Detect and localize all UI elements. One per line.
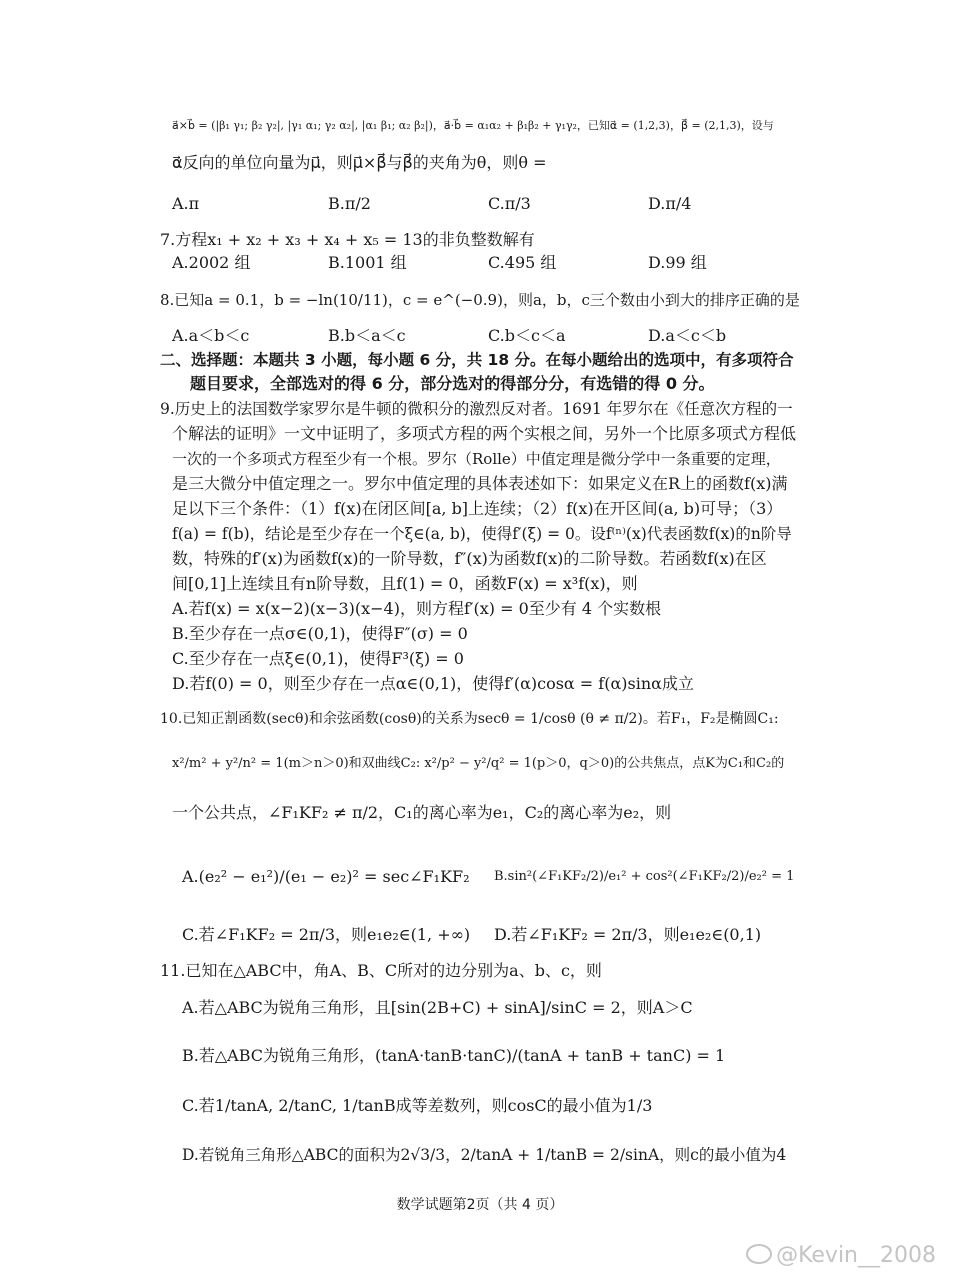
q6-line1: a⃗×b⃗ = (|β₁ γ₁; β₂ γ₂|, |γ₁ α₁; γ₂ α₂|, |α₁ β₁; α₂ β₂|)，a⃗·b⃗ = α₁α₂ + β₁β₂ + γ₁γ₂，已知α⃗ = (1,2,3)，β⃗ = (2,1,3)，设与 [172,119,774,132]
q9-line2: 个解法的证明》一文中证明了，多项式方程的两个实根之间，另外一个比原多项式方程低 [172,424,797,443]
q8-option-b: B.b＜a＜c [328,326,406,345]
q8-option-a: A.a＜b＜c [172,326,250,345]
q9-line3: 一次的一个多项式方程至少有一个根。罗尔（Rolle）中值定理是微分学中一条重要的定理， [172,450,781,468]
section2-heading-line2: 题目要求，全部选对的得 6 分，部分选对的得部分分，有选错的得 0 分。 [190,374,715,393]
page-footer: 数学试题第2页（共 4 页） [396,1197,564,1213]
q6-line2: α⃗反向的单位向量为μ⃗，则μ⃗×β⃗与β⃗的夹角为θ，则θ = [172,153,547,172]
q7-stem: 7.方程x₁ + x₂ + x₃ + x₄ + x₅ = 13的非负整数解有 [160,230,535,249]
section2-heading-line1: 二、选择题：本题共 3 小题，每小题 6 分，共 18 分。在每小题给出的选项中，有多项符合 [160,351,794,369]
q9-option-a: A.若f(x) = x(x−2)(x−3)(x−4)，则方程f′(x) = 0至少有 4 个实数根 [172,599,662,618]
weibo-logo-icon [746,1244,772,1264]
q9-option-c: C.至少存在一点ξ∈(0,1)，使得F³(ξ) = 0 [172,649,464,668]
q9-line8: 间[0,1]上连续且有n阶导数，且f(1) = 0，函数F(x) = x³f(x)，则 [172,574,638,593]
q10-option-c: C.若∠F₁KF₂ = 2π/3，则e₁e₂∈(1, +∞) [182,925,471,944]
q10-line3: 一个公共点，∠F₁KF₂ ≠ π/2，C₁的离心率为e₁，C₂的离心率为e₂，则 [172,803,672,822]
q11-option-a: A.若△ABC为锐角三角形，且[sin(2B+C) + sinA]/sinC = 2，则A＞C [182,998,693,1017]
q6-option-c: C.π/3 [488,194,531,213]
watermark [746,1243,936,1268]
q9-line4: 是三大微分中值定理之一。罗尔中值定理的具体表述如下：如果定义在R上的函数f(x)满 [172,474,788,493]
q11-stem: 11.已知在△ABC中，角A、B、C所对的边分别为a、b、c，则 [160,961,602,980]
q9-line5: 足以下三个条件：（1）f(x)在闭区间[a, b]上连续；（2）f(x)在开区间(a, b)可导；（3） [172,499,783,518]
q9-option-d: D.若f(0) = 0，则至少存在一点α∈(0,1)，使得f′(α)cosα = f(α)sinα成立 [172,674,694,693]
q7-option-c: C.495 组 [488,253,557,272]
q7-option-b: B.1001 组 [328,253,407,272]
q11-option-d: D.若锐角三角形△ABC的面积为2√3/3，2/tanA + 1/tanB = 2/sinA，则c的最小值为4 [182,1146,787,1164]
q9-line6: f(a) = f(b)，结论是至少存在一个ξ∈(a, b)，使得f′(ξ) = 0。设f⁽ⁿ⁾(x)代表函数f(x)的n阶导 [172,525,792,543]
q9-line1: 9.历史上的法国数学家罗尔是牛顿的微积分的激烈反对者。1691 年罗尔在《任意次方程的一 [160,400,793,418]
q11-option-c: C.若1/tanA, 2/tanC, 1/tanB成等差数列，则cosC的最小值为1/3 [182,1096,653,1115]
watermark-text: @Kevin__2008 [776,1243,936,1268]
q7-option-d: D.99 组 [648,253,707,272]
q11-option-b: B.若△ABC为锐角三角形，(tanA·tanB·tanC)/(tanA + tanB + tanC) = 1 [182,1046,726,1065]
q10-option-b: B.sin²(∠F₁KF₂/2)/e₁² + cos²(∠F₁KF₂/2)/e₂² = 1 [494,869,795,884]
q9-option-b: B.至少存在一点σ∈(0,1)，使得F″(σ) = 0 [172,624,468,643]
q6-option-a: A.π [172,194,200,213]
q10-option-a: A.(e₂² − e₁²)/(e₁ − e₂)² = sec∠F₁KF₂ [182,867,470,886]
q10-line2: x²/m² + y²/n² = 1(m＞n＞0)和双曲线C₂: x²/p² − y²/q² = 1(p＞0，q＞0)的公共焦点，点K为C₁和C₂的 [172,756,785,771]
q10-option-d: D.若∠F₁KF₂ = 2π/3，则e₁e₂∈(0,1) [494,925,762,944]
q8-stem: 8.已知a = 0.1，b = −ln(10/11)，c = e^(−0.9)，则a，b，c三个数由小到大的排序正确的是 [160,291,800,309]
q8-option-d: D.a＜c＜b [648,326,727,345]
q6-option-b: B.π/2 [328,194,371,213]
q8-option-c: C.b＜c＜a [488,326,566,345]
q10-line1: 10.已知正割函数(secθ)和余弦函数(cosθ)的关系为secθ = 1/cosθ (θ ≠ π/2)。若F₁，F₂是椭圆C₁: [160,711,779,727]
q9-line7: 数，特殊的f′(x)为函数f(x)的一阶导数，f″(x)为函数f(x)的二阶导数。若函数f(x)在区 [172,549,767,568]
q7-option-a: A.2002 组 [172,253,251,272]
q6-option-d: D.π/4 [648,194,692,213]
